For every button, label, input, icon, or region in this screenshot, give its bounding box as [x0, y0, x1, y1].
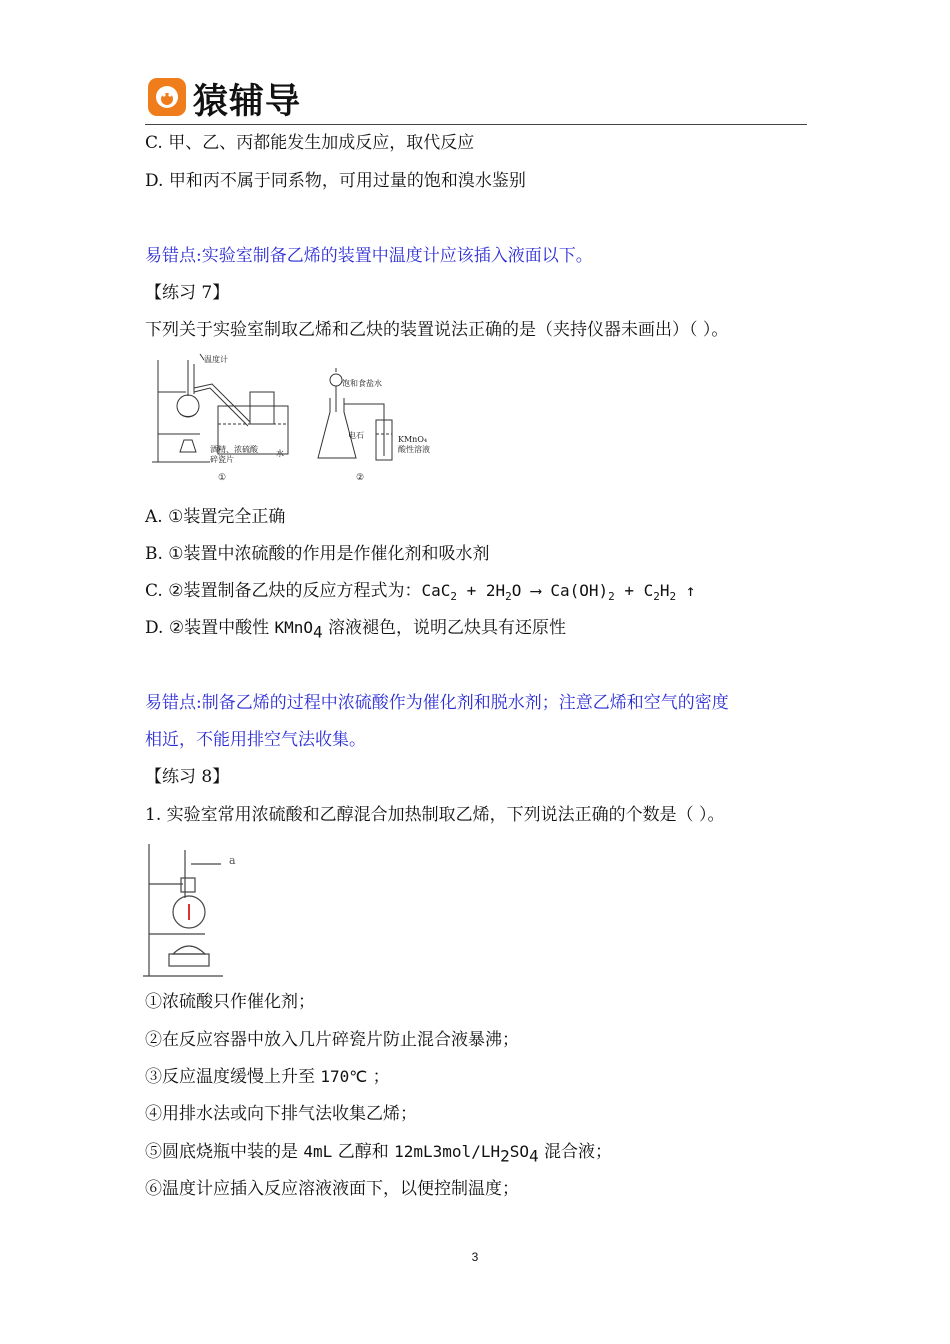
item-5: ⑤圆底烧瓶中装的是 4mL 乙醇和 $12mL3mol/LH_2SO_4$ 混合液；	[145, 1142, 613, 1166]
option-c-prev: C. 甲、乙、丙都能发生加成反应，取代反应	[145, 133, 475, 153]
label-circle-1: ①	[218, 473, 227, 483]
label-kmno4: KMnO₄	[398, 435, 428, 444]
exercise-7-option-b: B. ①装置中浓硫酸的作用是作催化剂和吸水剂	[145, 544, 490, 564]
exercise-7-question: 下列关于实验室制取乙烯和乙炔的装置说法正确的是（夹持仪器未画出）（ ）。	[145, 320, 729, 340]
option-d-prev: D. 甲和丙不属于同系物，可用过量的饱和溴水鉴别	[145, 171, 526, 191]
label-a: a	[229, 854, 236, 867]
label-water: 水	[276, 449, 284, 458]
label-circle-2: ②	[356, 473, 365, 483]
label-thermometer: 温度计	[204, 355, 228, 364]
tip-error-point-2-line1: 易错点:制备乙烯的过程中浓硫酸作为催化剂和脱水剂；注意乙烯和空气的密度	[145, 693, 729, 713]
label-reagents: 酒精、浓硫酸	[210, 445, 258, 454]
label-acidic: 酸性溶液	[398, 445, 430, 454]
exercise-7-option-a: A. ①装置完全正确	[145, 507, 286, 527]
label-carbide: 电石	[348, 431, 364, 440]
reaction-equation: $CaC_2 + 2H_2O$ ⟶ $Ca(OH)_2 + C_2H_2$ ↑	[421, 581, 696, 604]
label-brine: 饱和食盐水	[342, 379, 382, 388]
header-divider	[145, 124, 807, 125]
exercise-8-question: 1. 实验室常用浓硫酸和乙醇混合加热制取乙烯，下列说法正确的个数是（ ）。	[145, 805, 725, 825]
exercise-7-option-d: D. ②装置中酸性 KMnO$_4$ 溶液褪色，说明乙炔具有还原性	[145, 618, 567, 642]
exercise-7-option-c	[145, 579, 695, 609]
item-1: ①浓硫酸只作催化剂；	[145, 992, 315, 1012]
exercise-8-heading: 【练习 8】	[145, 767, 230, 787]
option-c-text: C. ②装置制备乙炔的反应方程式为：	[145, 581, 422, 601]
item-2: ②在反应容器中放入几片碎瓷片防止混合液暴沸；	[145, 1030, 519, 1050]
logo-text: 猿辅导	[193, 82, 302, 122]
header-logo	[145, 72, 807, 126]
ethylene-apparatus-figure	[143, 842, 243, 980]
tip-error-point-1: 易错点:实验室制备乙烯的装置中温度计应该插入液面以下。	[145, 246, 593, 266]
item-6: ⑥温度计应插入反应溶液液面下，以便控制温度；	[145, 1179, 519, 1199]
item-3: ③反应温度缓慢上升至 170℃ ；	[145, 1067, 390, 1087]
monkey-logo-icon	[148, 78, 186, 116]
page-number: 3	[471, 1250, 479, 1264]
item-4: ④用排水法或向下排气法收集乙烯；	[145, 1104, 417, 1124]
apparatus-figure-1-2	[150, 352, 450, 486]
label-chips: 碎瓷片	[210, 455, 234, 464]
exercise-7-heading: 【练习 7】	[145, 283, 230, 303]
tip-error-point-2-line2: 相近，不能用排空气法收集。	[145, 730, 366, 750]
